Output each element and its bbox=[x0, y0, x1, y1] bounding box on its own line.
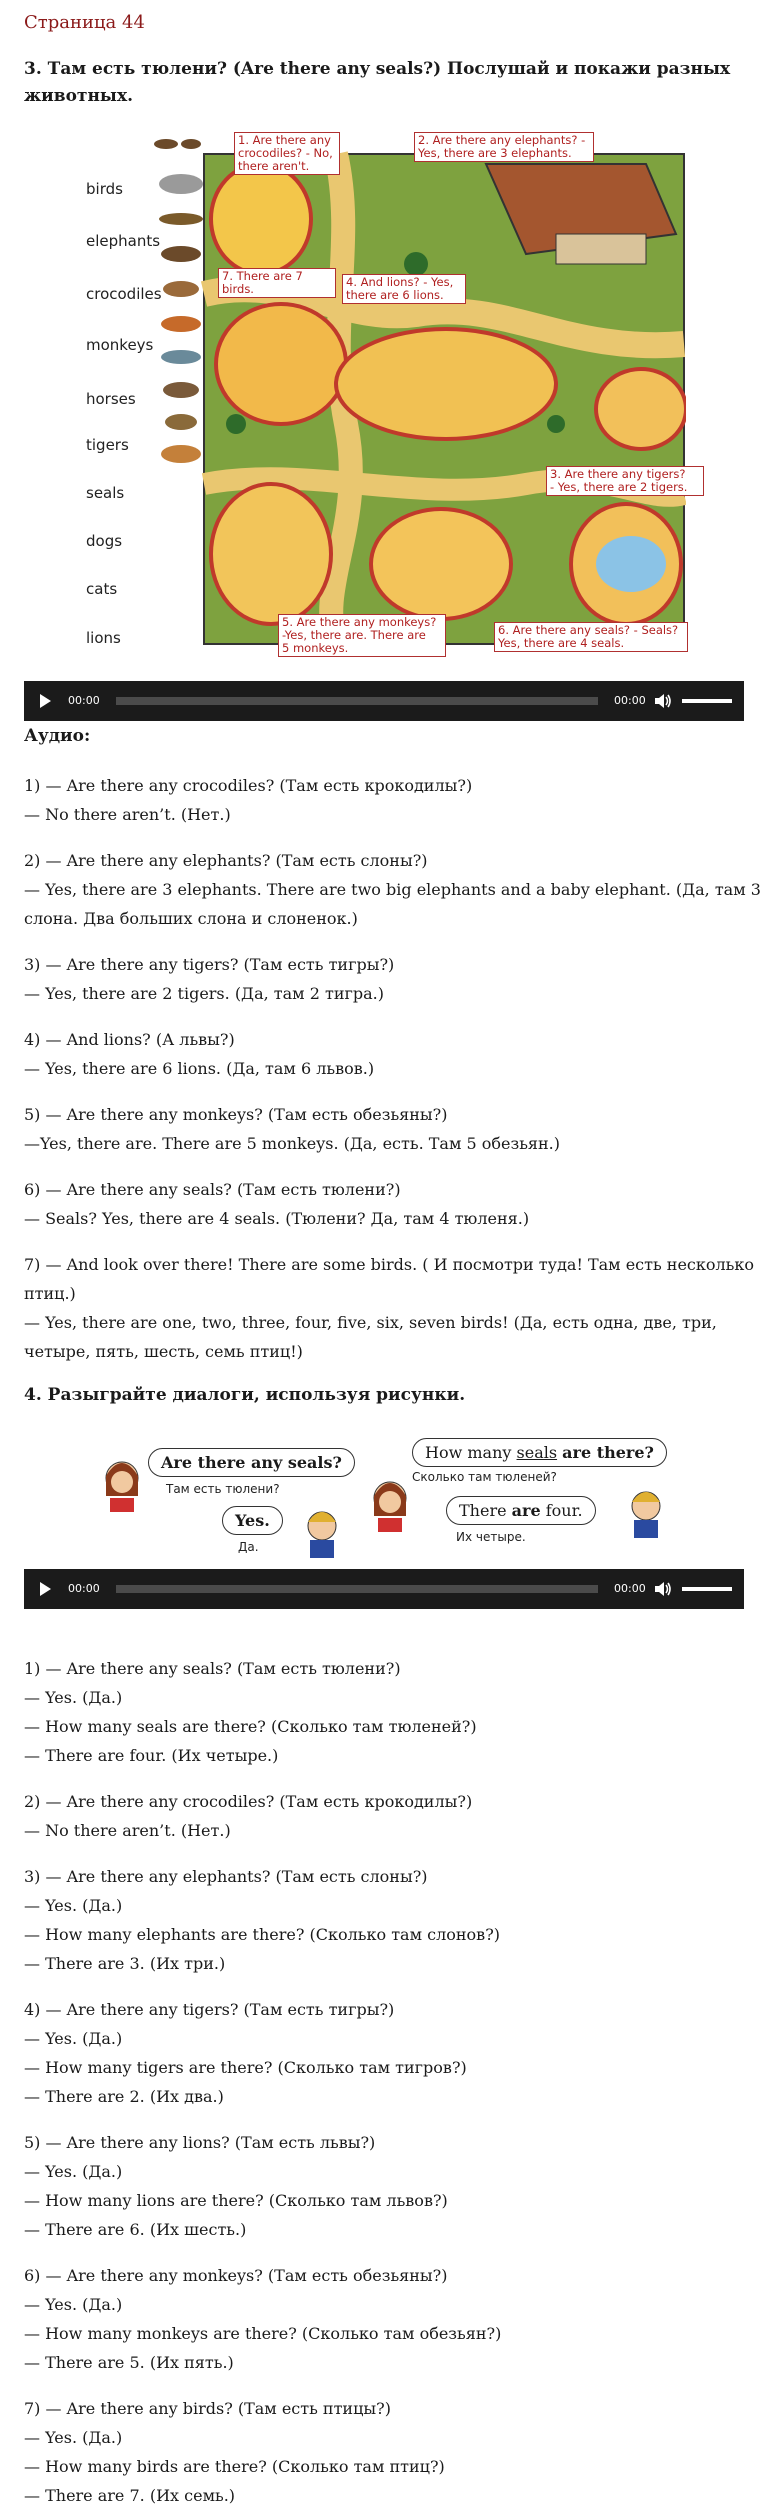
play-icon[interactable] bbox=[40, 1582, 51, 1596]
dialogue-line: — Yes. (Да.) bbox=[24, 2428, 123, 2447]
dialogue-line: 5) — Are there any lions? (Там есть львы?) bbox=[24, 2133, 376, 2152]
dialogue-line: — Yes. (Да.) bbox=[24, 2162, 123, 2181]
dialogue-line: — No there aren’t. (Нет.) bbox=[24, 805, 231, 824]
dialogue-illustration bbox=[100, 1436, 680, 1562]
dialogue-line: — How many monkeys are there? (Сколько там обезьян?) bbox=[24, 2324, 502, 2343]
current-time: 00:00 bbox=[68, 1582, 100, 1595]
animal-label-tigers: tigers bbox=[86, 436, 129, 454]
dialogue-line: — How many tigers are there? (Сколько там тигров?) bbox=[24, 2058, 467, 2077]
dialogue-line: — There are four. (Их четыре.) bbox=[24, 1746, 279, 1765]
dialogue-line: птиц.) bbox=[24, 1284, 76, 1303]
dialogue-line: — No there aren’t. (Нет.) bbox=[24, 1821, 231, 1840]
callout-seals: 6. Are there any seals? - Seals? Yes, there are 4 seals. bbox=[494, 622, 688, 652]
dialogue-line: — Yes. (Да.) bbox=[24, 2029, 123, 2048]
dialogue-line: — There are 2. (Их два.) bbox=[24, 2087, 224, 2106]
page-title: Страница 44 bbox=[24, 12, 145, 33]
animal-label-dogs: dogs bbox=[86, 532, 123, 550]
dialogue-line: 5) — Are there any monkeys? (Там есть обезьяны?) bbox=[24, 1105, 448, 1124]
callout-lions: 4. And lions? - Yes, there are 6 lions. bbox=[342, 274, 466, 304]
volume-icon[interactable] bbox=[654, 693, 672, 709]
zoo-map-drawing bbox=[86, 124, 686, 664]
callout-tigers: 3. Are there any tigers? - Yes, there are 2 tigers. bbox=[546, 466, 704, 496]
progress-track[interactable] bbox=[116, 1585, 598, 1593]
dialogue-line: — Yes. (Да.) bbox=[24, 1688, 123, 1707]
dialogue-line: — How many seals are there? (Сколько там тюленей?) bbox=[24, 1717, 477, 1736]
current-time: 00:00 bbox=[68, 694, 100, 707]
dialogue-line: 6) — Are there any seals? (Там есть тюлени?) bbox=[24, 1180, 401, 1199]
dialogue-line: 1) — Are there any seals? (Там есть тюлени?) bbox=[24, 1659, 401, 1678]
progress-track[interactable] bbox=[116, 697, 598, 705]
callout-elephants: 2. Are there any elephants? - Yes, there are 3 elephants. bbox=[414, 132, 594, 162]
speech-bubble-a2: There are four. bbox=[446, 1496, 596, 1525]
callout-birds: 7. There are 7 birds. bbox=[218, 268, 336, 298]
volume-icon[interactable] bbox=[654, 1581, 672, 1597]
task4-heading: 4. Разыграйте диалоги, используя рисунки. bbox=[24, 1385, 466, 1405]
dialogue-line: четыре, пять, шесть, семь птиц!) bbox=[24, 1342, 303, 1361]
animal-label-seals: seals bbox=[86, 484, 125, 502]
dialogue-line: 4) — And lions? (А львы?) bbox=[24, 1030, 235, 1049]
audio-player-2 bbox=[24, 1569, 744, 1609]
dialogue-line: 1) — Are there any crocodiles? (Там есть крокодилы?) bbox=[24, 776, 473, 795]
animal-label-cats: cats bbox=[86, 580, 118, 598]
dialogue-line: — How many lions are there? (Сколько там львов?) bbox=[24, 2191, 448, 2210]
audio-player-1 bbox=[24, 681, 744, 721]
dialogue-line: 4) — Are there any tigers? (Там есть тигры?) bbox=[24, 2000, 395, 2019]
dialogue-line: —Yes, there are. There are 5 monkeys. (Да, есть. Там 5 обезьян.) bbox=[24, 1134, 560, 1153]
dialogue-line: — Yes, there are 3 elephants. There are two big elephants and a baby elephant. (Да, там 3 bbox=[24, 880, 761, 899]
dialogue-line: 3) — Are there any elephants? (Там есть слоны?) bbox=[24, 1867, 428, 1886]
caption-a2-ru: Их четыре. bbox=[456, 1530, 526, 1544]
dialogue-line: — How many elephants are there? (Сколько там слонов?) bbox=[24, 1925, 501, 1944]
animal-label-monkeys: monkeys bbox=[86, 336, 154, 354]
animal-label-horses: horses bbox=[86, 390, 136, 408]
duration-time: 00:00 bbox=[614, 1582, 646, 1595]
dialogue-line: — Yes, there are one, two, three, four, five, six, seven birds! (Да, есть одна, две, три, bbox=[24, 1313, 717, 1332]
volume-slider[interactable] bbox=[682, 1587, 732, 1591]
animal-label-crocodiles: crocodiles bbox=[86, 285, 162, 303]
dialogue-line: 7) — Are there any birds? (Там есть птицы?) bbox=[24, 2399, 391, 2418]
dialogue-line: слона. Два больших слона и слоненок.) bbox=[24, 909, 358, 928]
dialogue-line: 3) — Are there any tigers? (Там есть тигры?) bbox=[24, 955, 395, 974]
dialogue-line: — How many birds are there? (Сколько там птиц?) bbox=[24, 2457, 445, 2476]
animal-label-elephants: elephants bbox=[86, 232, 161, 250]
dialogue-line: 6) — Are there any monkeys? (Там есть обезьяны?) bbox=[24, 2266, 448, 2285]
task3-heading-line1: 3. Там есть тюлени? (Are there any seals?) Послушай и покажи разных bbox=[24, 59, 731, 79]
zoo-map-illustration bbox=[86, 124, 686, 664]
dialogue-line: — Yes, there are 2 tigers. (Да, там 2 тигра.) bbox=[24, 984, 384, 1003]
duration-time: 00:00 bbox=[614, 694, 646, 707]
volume-slider[interactable] bbox=[682, 699, 732, 703]
dialogue-line: 2) — Are there any elephants? (Там есть слоны?) bbox=[24, 851, 428, 870]
dialogue-line: 7) — And look over there! There are some birds. ( И посмотри туда! Там есть несколько bbox=[24, 1255, 755, 1274]
speech-bubble-q2: How many seals are there? bbox=[412, 1438, 667, 1467]
caption-a1-ru: Да. bbox=[238, 1540, 259, 1554]
callout-crocodiles: 1. Are there any crocodiles? - No, there aren't. bbox=[234, 132, 340, 175]
dialogue-line: 2) — Are there any crocodiles? (Там есть крокодилы?) bbox=[24, 1792, 473, 1811]
dialogue-line: — There are 7. (Их семь.) bbox=[24, 2486, 236, 2505]
play-icon[interactable] bbox=[40, 694, 51, 708]
task3-heading-line2: животных. bbox=[24, 86, 133, 106]
dialogue-line: — There are 3. (Их три.) bbox=[24, 1954, 226, 1973]
dialogue-line: — Yes. (Да.) bbox=[24, 1896, 123, 1915]
speech-bubble-q1: Are there any seals? bbox=[148, 1448, 355, 1477]
dialogue-line: — Seals? Yes, there are 4 seals. (Тюлени? Да, там 4 тюленя.) bbox=[24, 1209, 530, 1228]
dialogue-line: — Yes, there are 6 lions. (Да, там 6 львов.) bbox=[24, 1059, 375, 1078]
dialogue-line: — Yes. (Да.) bbox=[24, 2295, 123, 2314]
audio-label: Аудио: bbox=[24, 726, 91, 746]
speech-bubble-a1: Yes. bbox=[222, 1506, 283, 1535]
animal-label-birds: birds bbox=[86, 180, 123, 198]
callout-monkeys: 5. Are there any monkeys? -Yes, there are. There are 5 monkeys. bbox=[278, 614, 446, 657]
animal-label-lions: lions bbox=[86, 629, 121, 647]
dialogue-line: — There are 5. (Их пять.) bbox=[24, 2353, 234, 2372]
dialogue-line: — There are 6. (Их шесть.) bbox=[24, 2220, 247, 2239]
caption-q2-ru: Сколько там тюленей? bbox=[412, 1470, 557, 1484]
caption-q1-ru: Там есть тюлени? bbox=[166, 1482, 280, 1496]
